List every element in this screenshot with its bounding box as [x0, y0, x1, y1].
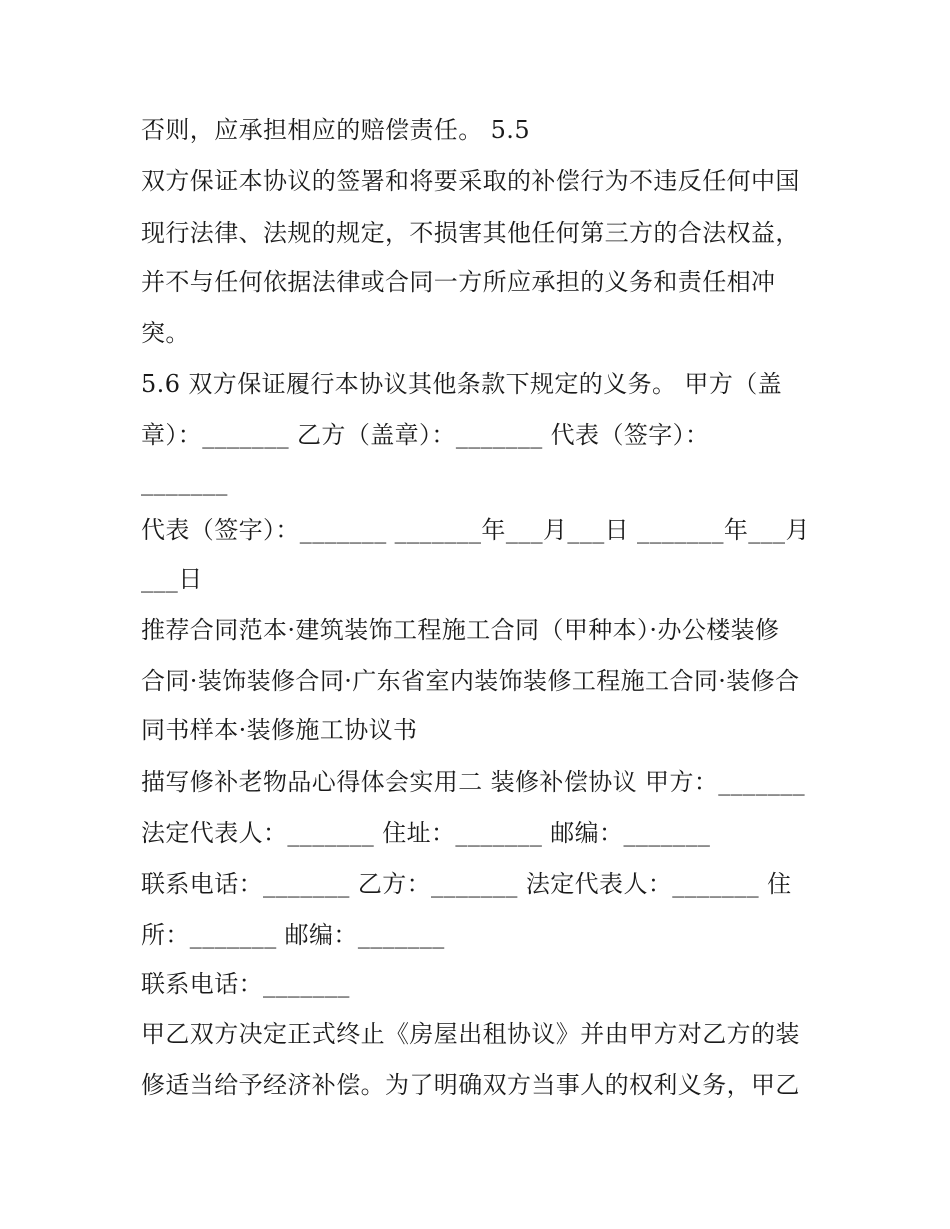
text-line: 5.6 双方保证履行本协议其他条款下规定的义务。 甲方（盖: [141, 370, 783, 398]
form-field-line: 联系电话：_______: [141, 970, 350, 998]
text-line: 推荐合同范本·建筑装饰工程施工合同（甲种本）·办公楼装修: [141, 616, 780, 644]
text-line: 现行法律、法规的规定，不损害其他任何第三方的合法权益，: [141, 219, 800, 247]
text-line: 同书样本·装修施工协议书: [141, 716, 418, 744]
text-line: 修适当给予经济补偿。为了明确双方当事人的权利义务，甲乙: [141, 1071, 800, 1099]
date-line: 代表（签字）：_______ _______年___月___日 _______年___月: [141, 516, 810, 544]
text-line: 并不与任何依据法律或合同一方所应承担的义务和责任相冲: [141, 268, 776, 296]
text-line: 突。: [141, 319, 190, 347]
form-field-line: 联系电话：_______ 乙方：_______ 法定代表人：_______ 住: [141, 870, 792, 898]
text-line: 合同·装饰装修合同·广东省室内装饰装修工程施工合同·装修合: [141, 667, 800, 695]
signature-line: 章）：_______ 乙方（盖章）：_______ 代表（签字）：: [141, 421, 710, 449]
form-field-line: 所：_______ 邮编：_______: [141, 921, 445, 949]
form-field-line: 法定代表人：_______ 住址：_______ 邮编：_______: [141, 819, 711, 847]
signature-line: _______: [141, 468, 228, 496]
date-line: ___日: [141, 565, 203, 593]
text-line: 甲乙双方决定正式终止《房屋出租协议》并由甲方对乙方的装: [141, 1020, 800, 1048]
text-line: 描写修补老物品心得体会实用二 装修补偿协议 甲方：_______: [141, 768, 806, 796]
text-line: 双方保证本协议的签署和将要采取的补偿行为不违反任何中国: [141, 167, 800, 195]
text-line: 否则，应承担相应的赔偿责任。 5.5: [141, 116, 530, 144]
